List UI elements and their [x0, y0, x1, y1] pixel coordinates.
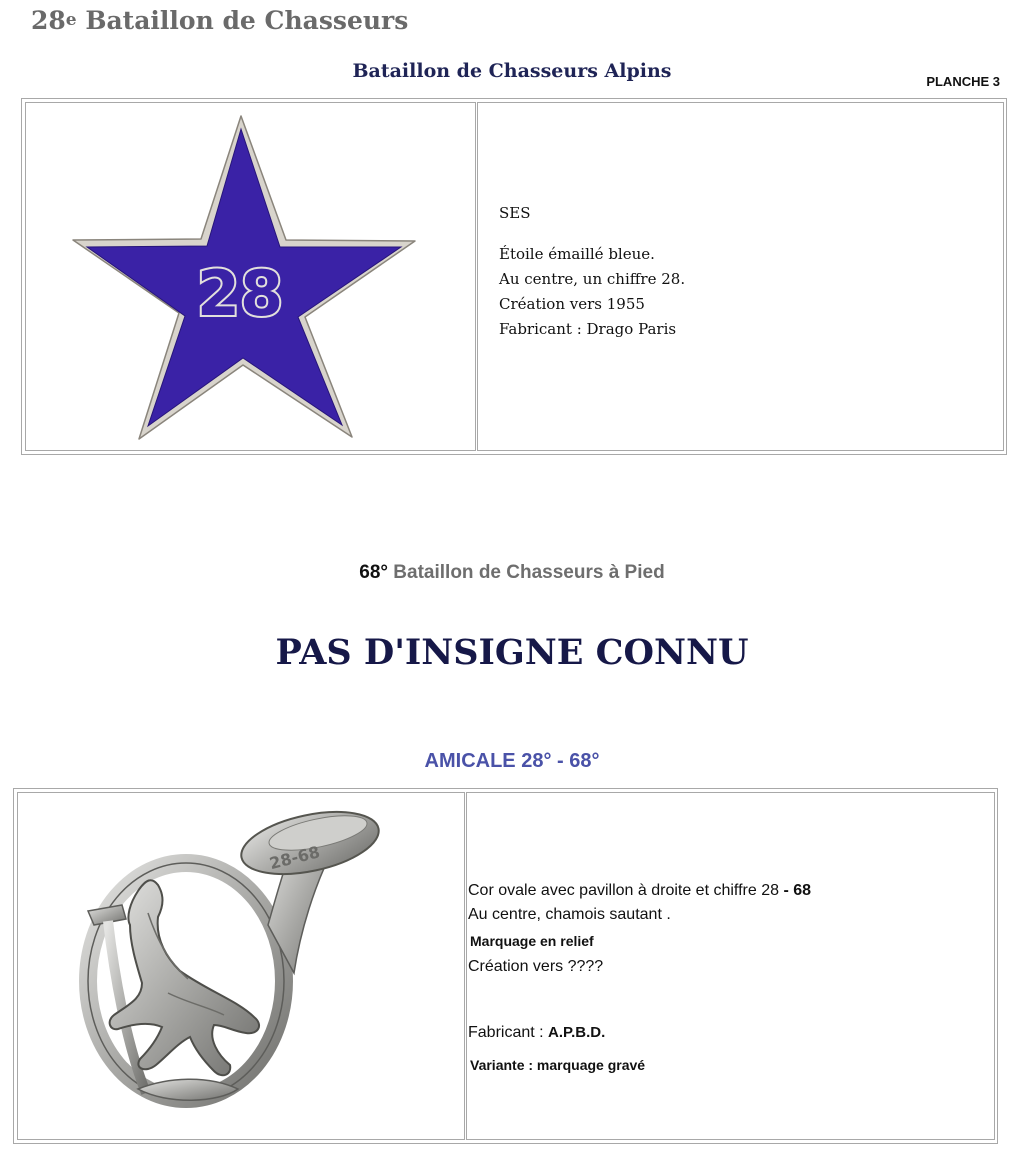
badge-description — [499, 201, 685, 342]
badge-code: SES — [499, 204, 531, 222]
section-heading-amicale: AMICALE 28° - 68° — [424, 750, 600, 772]
section-heading-alpins: Bataillon de Chasseurs Alpins — [352, 60, 672, 82]
variante-note: Variante : marquage gravé — [470, 1057, 646, 1073]
horn-badge-image — [18, 793, 464, 1139]
badge-image-cell — [17, 792, 465, 1140]
badge-image-cell — [25, 102, 476, 451]
badge-description-cell — [466, 792, 995, 1140]
description-line: Au centre, un chiffre 28. — [499, 270, 686, 288]
badge-number: 28 — [196, 257, 284, 330]
badge-card-28 — [21, 98, 1007, 455]
page-title: 28e Bataillon de Chasseurs — [31, 6, 409, 35]
fabricant-line: Fabricant : A.P.B.D. — [468, 1024, 606, 1041]
section-heading-68: 68° Bataillon de Chasseurs à Pied — [359, 562, 665, 583]
marquage-note: Marquage en relief — [470, 933, 594, 949]
description-line: Au centre, chamois sautant . — [468, 906, 671, 923]
horn-engraving: 28-68 — [267, 842, 322, 874]
description-line: Étoile émaillé bleue. — [499, 245, 655, 263]
badge-card-amicale — [13, 788, 998, 1144]
description-line: Fabricant : Drago Paris — [499, 320, 677, 338]
description-line: Création vers 1955 — [499, 295, 645, 313]
title-superscript: e — [65, 10, 77, 30]
description-line: Cor ovale avec pavillon à droite et chiffre 28 - 68 — [468, 882, 812, 899]
no-badge-notice: PAS D'INSIGNE CONNU — [275, 632, 749, 673]
badge-description — [468, 879, 811, 1073]
planche-label: PLANCHE 3 — [926, 74, 1000, 89]
creation-line: Création vers ???? — [468, 958, 604, 975]
badge-description-cell — [477, 102, 1004, 451]
star-badge-image — [26, 103, 475, 450]
